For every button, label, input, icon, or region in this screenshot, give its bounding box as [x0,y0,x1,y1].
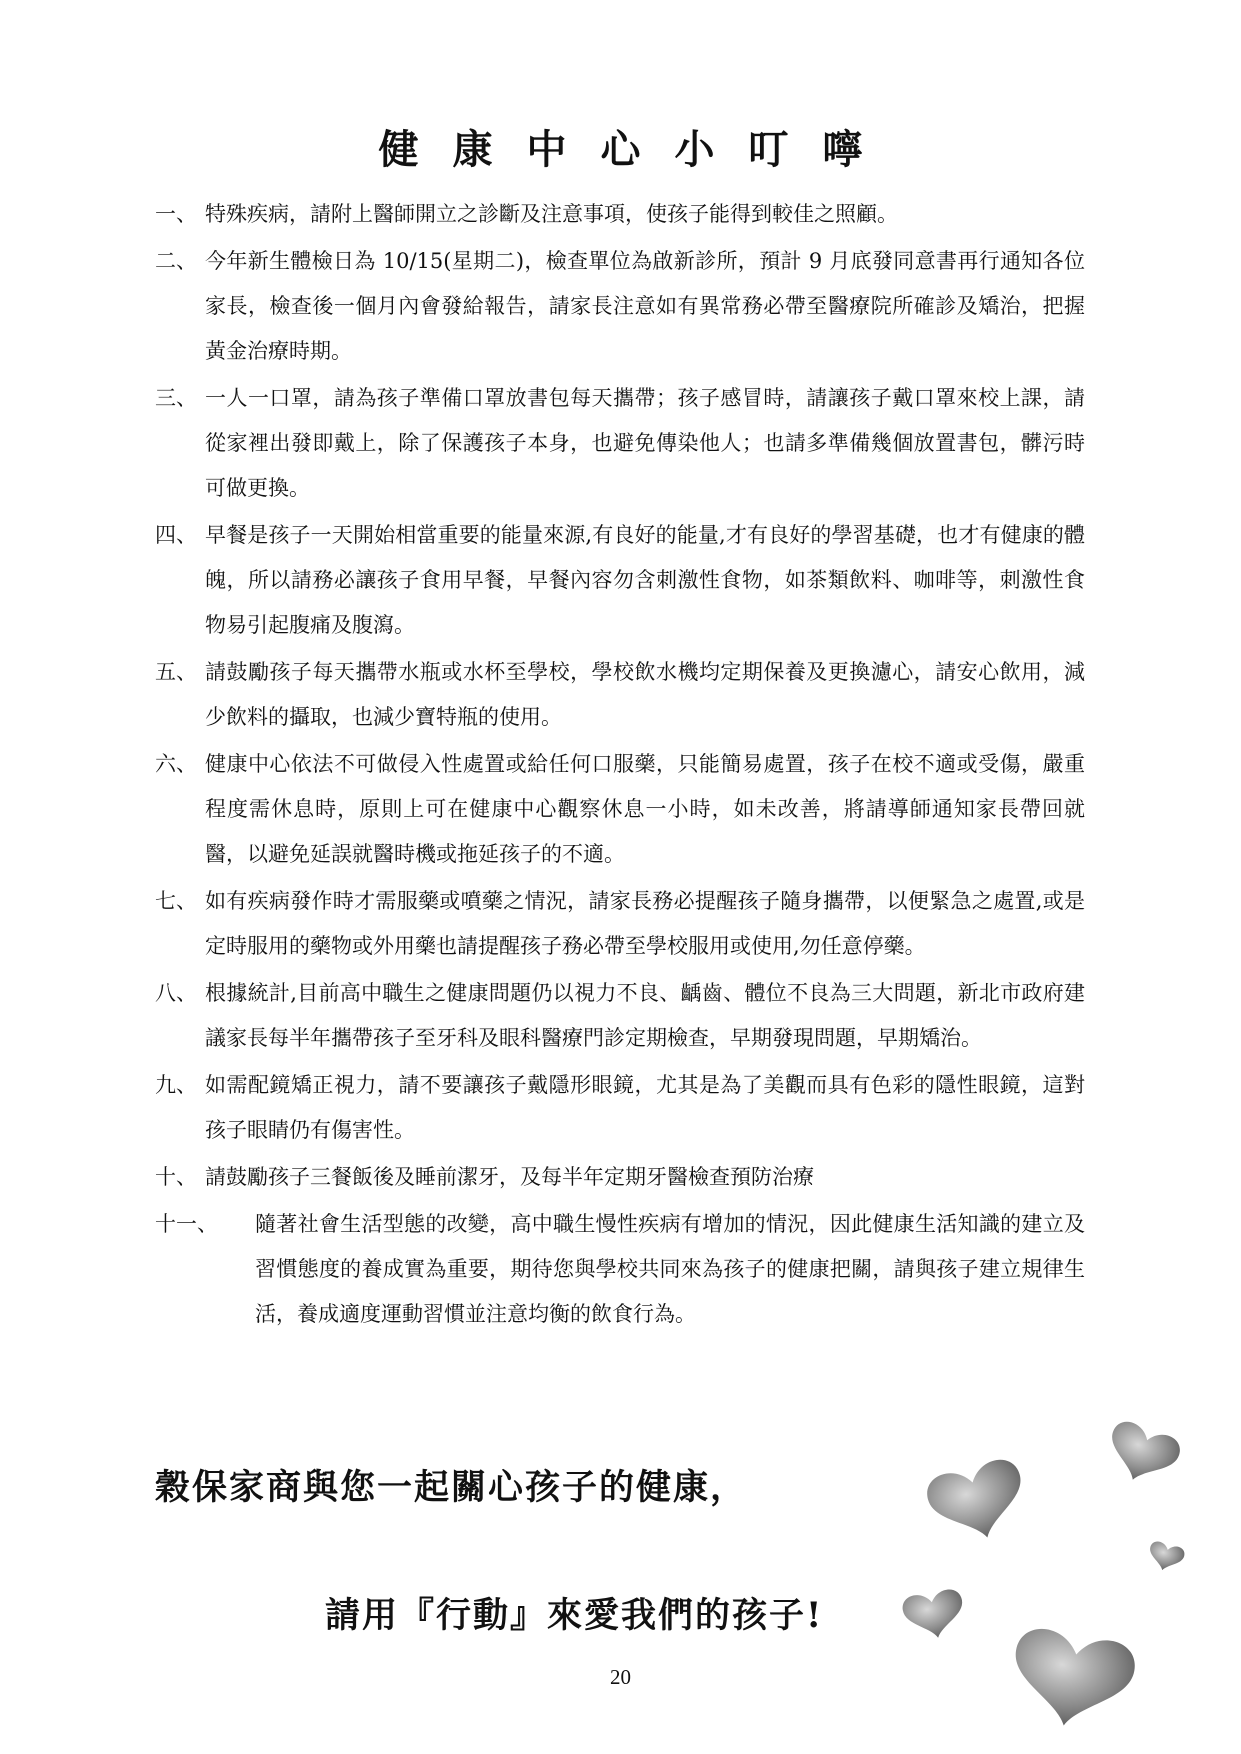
item-number: 十、 [155,1165,197,1189]
item-text: 根據統計,目前高中職生之健康問題仍以視力不良、齲齒、體位不良為三大問題，新北市政府建議家長每半年攜帶孩子至牙科及眼科醫療門診定期檢查，早期發現問題，早期矯治。 [205,981,1085,1050]
list-item [155,879,1085,969]
hearts-icon [880,1420,1241,1754]
slogan-line-1: 穀保家商與您一起關心孩子的健康， [155,1467,748,1508]
item-text: 請鼓勵孩子三餐飯後及睡前潔牙，及每半年定期牙醫檢查預防治療 [205,1165,814,1189]
list-item [155,1155,1085,1200]
item-number: 八、 [155,981,197,1005]
heart-small-right [1145,1540,1186,1575]
list-item [155,1063,1085,1153]
item-text: 今年新生體檢日為 10/15(星期二)，檢查單位為啟新診所，預計 9 月底發同意書再行通知各位家長，檢查後一個月內會發給報告，請家長注意如有異常務必帶至醫療院所確診及矯治，把握黃金治療時期。 [205,249,1085,363]
list-item [155,650,1085,740]
heart-large-left [923,1455,1034,1550]
item-number: 九、 [155,1073,197,1097]
list-item [155,192,1085,237]
item-text: 特殊疾病，請附上醫師開立之診斷及注意事項，使孩子能得到較佳之照顧。 [205,202,898,226]
item-number: 五、 [155,660,197,684]
heart-top-right [1100,1420,1184,1492]
list-item [155,971,1085,1061]
item-number: 一、 [155,202,197,226]
list-item [155,513,1085,648]
item-number: 六、 [155,752,197,776]
list-item [155,376,1085,511]
item-text: 如有疾病發作時才需服藥或噴藥之情況，請家長務必提醒孩子隨身攜帶，以便緊急之處置,或是定時服用的藥物或外用藥也請提醒孩子務必帶至學校服用或使用,勿任意停藥。 [205,889,1085,958]
item-text: 一人一口罩，請為孩子準備口罩放書包每天攜帶；孩子感冒時，請讓孩子戴口罩來校上課，請從家裡出發即戴上，除了保護孩子本身，也避免傳染他人；也請多準備幾個放置書包，髒污時可做更換。 [205,386,1085,500]
item-number: 七、 [155,889,197,913]
item-text: 健康中心依法不可做侵入性處置或給任何口服藥，只能簡易處置，孩子在校不適或受傷，嚴重程度需休息時，原則上可在健康中心觀察休息一小時，如未改善，將請導師通知家長帶回就醫，以避免延誤就醫時機或拖延孩子的不適。 [205,752,1085,866]
item-text: 早餐是孩子一天開始相當重要的能量來源,有良好的能量,才有良好的學習基礎，也才有健康的體魄，所以請務必讓孩子食用早餐，早餐內容勿含刺激性食物，如茶類飲料、咖啡等，刺激性食物易引起腹痛及腹瀉。 [205,523,1085,637]
item-number: 四、 [155,523,197,547]
item-number: 三、 [155,386,197,410]
list-item [155,1202,1085,1337]
list-item [155,239,1085,374]
item-number: 十一、 [155,1212,218,1236]
slogan-line-2: 請用『行動』來愛我們的孩子! [325,1595,824,1636]
item-text: 隨著社會生活型態的改變，高中職生慢性疾病有增加的情況，因此健康生活知識的建立及習慣態度的養成實為重要，期待您與學校共同來為孩子的健康把關，請與孩子建立規律生活，養成適度運動習慣並注意均衡的飲食行為。 [255,1212,1085,1326]
item-text: 如需配鏡矯正視力，請不要讓孩子戴隱形眼鏡，尤其是為了美觀而具有色彩的隱性眼鏡，這對孩子眼睛仍有傷害性。 [205,1073,1085,1142]
item-text: 請鼓勵孩子每天攜帶水瓶或水杯至學校，學校飲水機均定期保養及更換濾心，請安心飲用，減少飲料的攝取，也減少寶特瓶的使用。 [205,660,1085,729]
list-item [155,742,1085,877]
item-number: 二、 [155,249,197,273]
page-title: 健康中心小叮嚀 [378,126,897,173]
heart-mid-left [901,1587,968,1643]
reminder-list [155,192,1085,1339]
page-number: 20 [610,1665,631,1689]
